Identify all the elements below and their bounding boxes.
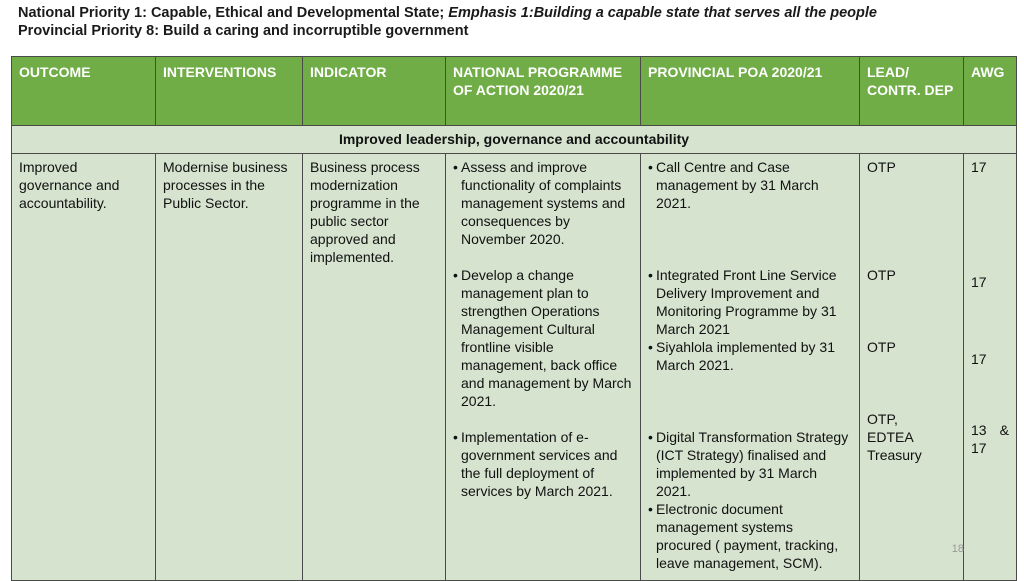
provincial-item: • Call Centre and Case management by 31 March 2021. [648,159,819,211]
national-item: • Implementation of e-government services and the full deployment of services by March 2021. [453,429,618,499]
outcome-cell: Improved governance and accountability. [12,154,156,581]
section-row [12,126,1017,154]
awg-entry: 17 [971,440,987,456]
provincial-poa-cell [641,154,860,581]
bullet: • [453,159,458,175]
column-header: PROVINCIAL POA 2020/21 [641,57,860,126]
bullet: • [648,267,653,283]
column-header: LEAD/ CONTR. DEP [860,57,964,126]
table-header-row [12,57,1017,126]
lead-entry: OTP [867,267,896,283]
emphasis-title: Emphasis 1:Building a capable state that serves all the people [448,5,877,21]
awg-entry: 17 [971,274,987,290]
national-programme-cell [446,154,641,581]
lead-entry: OTP [867,159,896,175]
national-item: • Develop a change management plan to strengthen Operations Management Cultural frontline visible management, back office and management by March 2021. [453,267,632,409]
provincial-item: • Siyahlola implemented by 31 March 2021. [648,339,835,373]
provincial-item: • Electronic document management systems procured ( payment, tracking, leave management, SCM). [648,501,839,571]
table-row [12,154,1017,581]
provincial-priority-title: Provincial Priority 8: Build a caring and incorruptible government [18,23,469,39]
lead-entry: OTP, EDTEA Treasury [867,411,922,463]
bullet: • [453,429,458,445]
bullet: • [648,159,653,175]
bullet: • [453,267,458,283]
national-item: • Assess and improve functionality of complaints management systems and consequences by November 2020. [453,159,626,247]
provincial-item: • Digital Transformation Strategy (ICT Strategy) finalised and implemented by 31 March 2021. [648,429,849,499]
column-header: OUTCOME [12,57,156,126]
section-title: Improved leadership, governance and accountability [12,126,1017,154]
intervention-cell: Modernise business processes in the Public Sector. [156,154,303,581]
awg-entry: 17 [971,351,987,367]
awg-cell [964,154,1017,581]
column-header: AWG [964,57,1017,126]
column-header: INDICATOR [303,57,446,126]
bullet: • [648,501,653,517]
bullet: • [648,339,653,355]
lead-entry: OTP [867,339,896,355]
header-line-1 [18,5,877,21]
bullet: • [648,429,653,445]
page-number: 18 [951,543,964,555]
provincial-item: • Integrated Front Line Service Delivery Improvement and Monitoring Programme by 31 March 2021 [648,267,837,337]
column-header: NATIONAL PROGRAMME OF ACTION 2020/21 [446,57,641,126]
column-header: INTERVENTIONS [156,57,303,126]
indicator-cell: Business process modernization programme in the public sector approved and implemented. [303,154,446,581]
lead-department-cell [860,154,964,581]
awg-entry: 17 [971,159,987,175]
awg-entry: 13 & [971,422,1009,438]
national-priority-title: National Priority 1: Capable, Ethical and Developmental State; [18,5,445,21]
action-plan-table [11,56,1017,581]
